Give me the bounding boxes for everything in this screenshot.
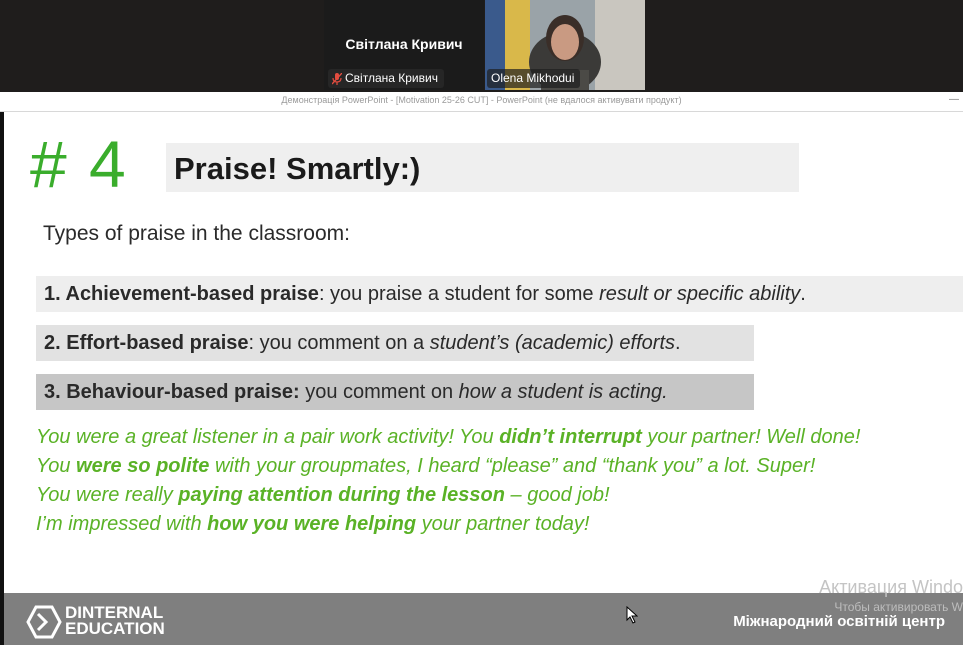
praise-type-text: : you comment on a <box>248 332 430 354</box>
slide-number: # 4 <box>30 127 128 201</box>
activation-watermark: Активация Windo <box>819 577 963 597</box>
praise-type-end: . <box>800 283 806 305</box>
example-text: You <box>36 455 77 477</box>
participant-nametag-text: Світлана Кривич <box>345 71 438 85</box>
praise-type-text: you comment on <box>299 381 459 403</box>
praise-type-effort <box>36 325 754 361</box>
participant-nametag <box>328 69 444 88</box>
muted-mic-icon <box>332 73 342 85</box>
example-highlight: didn’t interrupt <box>499 426 642 448</box>
praise-type-emphasis: how a student is acting. <box>458 381 668 403</box>
logo-line-2: EDUCATION <box>65 619 165 638</box>
slide-footer <box>4 593 963 645</box>
participant-nametag-olena: Olena Mikhodui <box>487 69 580 88</box>
praise-type-text: : you praise a student for some <box>318 283 600 305</box>
participant-tile-svitlana[interactable] <box>324 0 484 90</box>
example-highlight: were so polite <box>76 455 210 477</box>
example-text: – good job! <box>504 484 610 506</box>
example-text: your partner today! <box>416 513 590 535</box>
activation-watermark-sub: Чтобы активировать W <box>834 600 963 614</box>
praise-type-behaviour <box>36 374 754 410</box>
example-sentence <box>36 484 610 507</box>
praise-type-emphasis: result or specific ability <box>599 283 801 305</box>
slide-subtitle: Types of praise in the classroom: <box>43 222 350 245</box>
praise-type-label: 2. Effort-based praise <box>44 332 249 354</box>
video-strip <box>0 0 963 92</box>
footer-center-name: Міжнародний освітній центр <box>733 613 945 630</box>
praise-type-label: 1. Achievement-based praise <box>44 283 319 305</box>
participant-tile-olena[interactable] <box>485 0 645 90</box>
participant-name-large: Світлана Кривич <box>345 36 463 52</box>
example-highlight: paying attention during the lesson <box>178 484 505 506</box>
example-sentence <box>36 455 815 478</box>
praise-type-end: . <box>675 332 681 354</box>
slide <box>4 112 963 645</box>
logo-line-1: DINTERNAL <box>65 603 164 622</box>
powerpoint-titlebar <box>0 92 963 112</box>
slide-title: Praise! Smartly:) <box>174 151 421 186</box>
example-text: your partner! Well done! <box>641 426 861 448</box>
example-sentence <box>36 426 860 449</box>
example-sentence <box>36 513 590 536</box>
example-highlight: how you were helping <box>207 513 417 535</box>
mouse-cursor-icon <box>626 606 638 624</box>
praise-type-achievement <box>36 276 963 312</box>
praise-type-label: 3. Behaviour-based praise: <box>44 381 300 403</box>
example-text: I’m impressed with <box>36 513 208 535</box>
example-text: with your groupmates, I heard “please” and “thank you” a lot. Super! <box>209 455 816 477</box>
minimize-icon[interactable]: — <box>949 94 959 105</box>
slide-title-box <box>166 143 799 192</box>
example-text: You were a great listener in a pair work activity! You <box>36 426 500 448</box>
example-text: You were really <box>36 484 179 506</box>
praise-type-emphasis: student’s (academic) efforts <box>429 332 676 354</box>
dinternal-logo-icon <box>26 605 62 639</box>
footer-logo-text <box>65 605 165 637</box>
window-title: Демонстрація PowerPoint - [Motivation 25-26 CUT] - PowerPoint (не вдалося активувати продукт) <box>281 95 682 105</box>
